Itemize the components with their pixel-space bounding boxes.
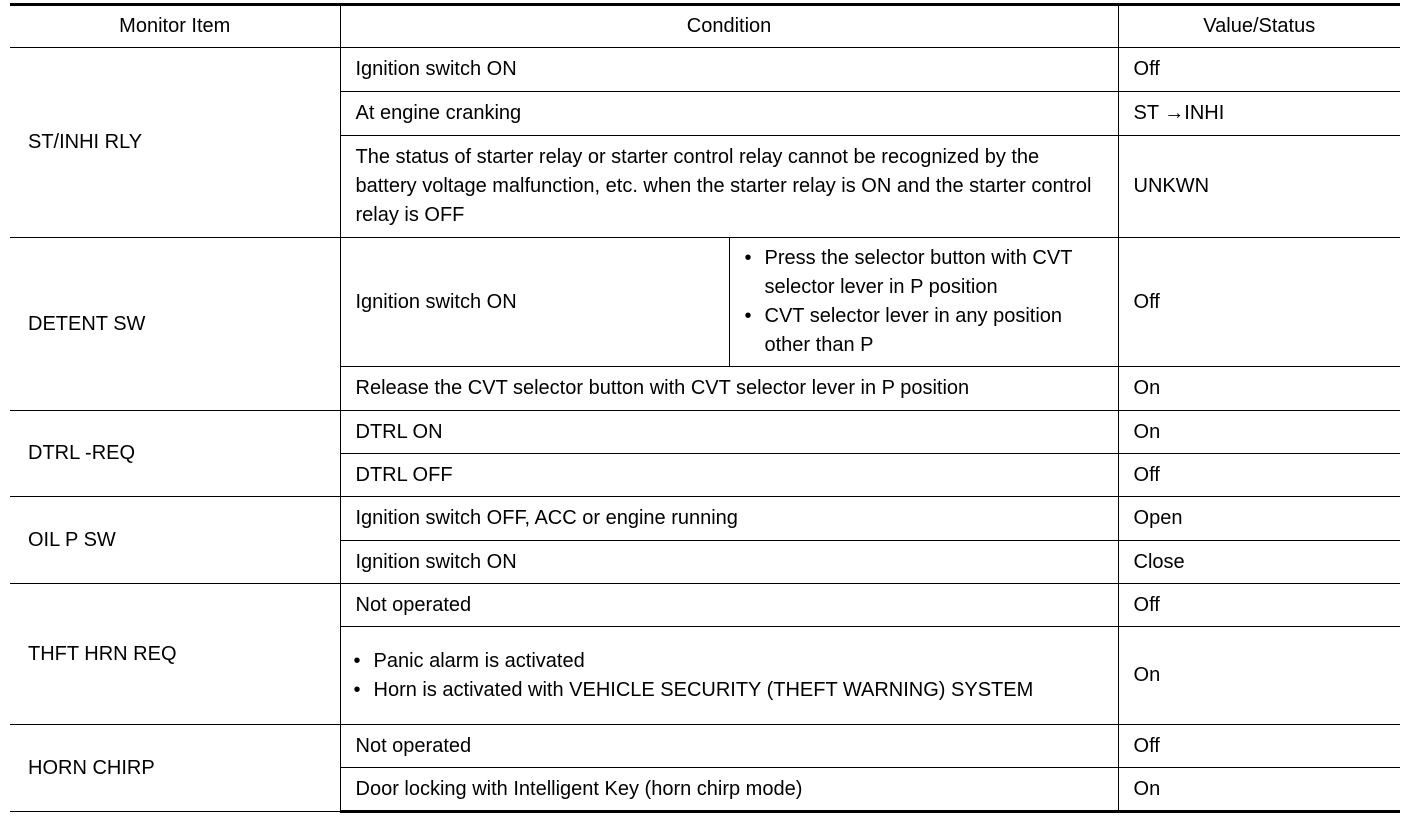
monitor-item-cell: HORN CHIRP bbox=[10, 725, 340, 812]
condition-bullet-list bbox=[349, 647, 1103, 705]
value-cell: On bbox=[1118, 411, 1400, 454]
condition-cell: The status of starter relay or starter control relay cannot be recognized by the battery voltage malfunction, etc. when the starter relay is ON and the starter control relay is OFF bbox=[340, 136, 1118, 238]
list-item: • Horn is activated with VEHICLE SECURITY (THEFT WARNING) SYSTEM bbox=[349, 676, 1103, 705]
value-cell: Close bbox=[1118, 541, 1400, 584]
monitor-item-cell: ST/INHI RLY bbox=[10, 48, 340, 238]
value-cell: On bbox=[1118, 367, 1400, 411]
condition-cell: Door locking with Intelligent Key (horn chirp mode) bbox=[340, 768, 1118, 812]
monitor-item-cell: DETENT SW bbox=[10, 238, 340, 411]
value-cell: Open bbox=[1118, 497, 1400, 541]
list-item: • Press the selector button with CVT selector lever in P position bbox=[740, 244, 1108, 302]
list-item: • Panic alarm is activated bbox=[349, 647, 1103, 676]
condition-cell: Release the CVT selector button with CVT selector lever in P position bbox=[340, 367, 1118, 411]
list-item: • CVT selector lever in any position other than P bbox=[740, 302, 1108, 360]
condition-cell: Not operated bbox=[340, 725, 1118, 768]
table-row bbox=[10, 497, 1400, 541]
value-cell: UNKWN bbox=[1118, 136, 1400, 238]
header-monitor-item: Monitor Item bbox=[10, 5, 340, 48]
monitor-item-cell: OIL P SW bbox=[10, 497, 340, 584]
value-cell: ST →INHI bbox=[1118, 92, 1400, 136]
monitor-item-cell: DTRL -REQ bbox=[10, 411, 340, 497]
table-header-row bbox=[10, 5, 1400, 48]
value-cell: Off bbox=[1118, 454, 1400, 497]
condition-cell: Not operated bbox=[340, 584, 1118, 627]
header-condition: Condition bbox=[340, 5, 1118, 48]
condition-cell bbox=[340, 627, 1118, 725]
condition-cell: Ignition switch ON bbox=[340, 238, 729, 367]
table-row bbox=[10, 584, 1400, 627]
condition-cell: At engine cranking bbox=[340, 92, 1118, 136]
condition-cell: DTRL ON bbox=[340, 411, 1118, 454]
value-cell: On bbox=[1118, 768, 1400, 812]
monitor-item-cell: THFT HRN REQ bbox=[10, 584, 340, 725]
subcondition-list bbox=[740, 244, 1108, 360]
condition-cell: Ignition switch ON bbox=[340, 48, 1118, 92]
value-cell: Off bbox=[1118, 725, 1400, 768]
value-cell: Off bbox=[1118, 238, 1400, 367]
condition-cell: Ignition switch OFF, ACC or engine running bbox=[340, 497, 1118, 541]
monitor-item-table bbox=[10, 3, 1400, 813]
table-row bbox=[10, 48, 1400, 92]
table-row bbox=[10, 238, 1400, 367]
subcondition-cell bbox=[729, 238, 1118, 367]
table-row bbox=[10, 411, 1400, 454]
header-value-status: Value/Status bbox=[1118, 5, 1400, 48]
table-row bbox=[10, 725, 1400, 768]
value-cell: On bbox=[1118, 627, 1400, 725]
condition-cell: Ignition switch ON bbox=[340, 541, 1118, 584]
value-cell: Off bbox=[1118, 584, 1400, 627]
condition-cell: DTRL OFF bbox=[340, 454, 1118, 497]
value-cell: Off bbox=[1118, 48, 1400, 92]
